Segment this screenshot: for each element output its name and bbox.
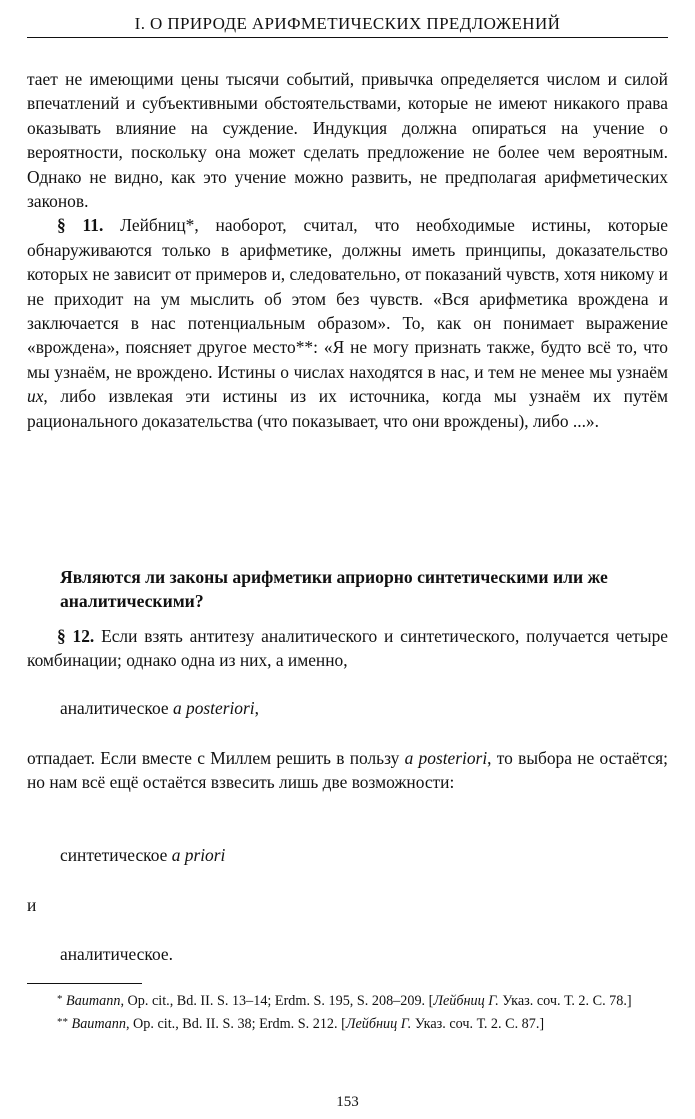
after-text-a: отпадает. Если вместе с Миллем решить в пользу [27, 748, 405, 768]
section-11-emphasis: их [27, 386, 44, 407]
section-11 [27, 213, 668, 433]
footnote-author: Baumann [66, 993, 121, 1009]
after-combination-block [27, 746, 668, 795]
combination-latin: a priori [171, 845, 226, 865]
section-12-number: § 12. [57, 626, 95, 646]
combination-analytic-a-posteriori [60, 698, 259, 719]
footnote-ref: , Op. cit., Bd. II. S. 13–14; Erdm. S. 195, S. 208–209. [ [120, 993, 434, 1009]
section-11-number: § 11. [57, 215, 104, 236]
footnote-ref: , Op. cit., Bd. II. S. 38; Erdm. S. 212. [ [125, 1016, 346, 1032]
footnote-ru-author: Лейбниц Г. [345, 1016, 412, 1032]
after-combination-paragraph [27, 746, 668, 795]
section-11-text-a: Лейбниц*, наоборот, считал, что необходимые истины, которые обнаруживаются только в арифметике, должны иметь принципы, доказательство которых не зависит от примеров и, следовательно, от показаний чувств, хотя никому и не приходит на ум мыслить об этом без чувств. «Вся арифметика врождена и заключается в нас потенциальным образом». То, как он понимает выражение «врождена», поясняет другое место**: «Я не могу признать также, будто всё то, что мы узнаём, не врождено. Истины о числах находятся в нас, и тем не менее мы узнаём [27, 215, 668, 382]
section-12 [27, 624, 668, 673]
section-11-text-b: , либо извлекая эти истины из их источника, когда мы узнаём их путём рационального доказательства (что показывает, что они врождены), либо ...». [27, 386, 668, 431]
combination-punct: , [254, 698, 259, 718]
combination-word: аналитическое [60, 698, 173, 718]
footnote-ru-ref: Указ. соч. Т. 2. С. 87.] [411, 1016, 545, 1032]
section-12-block [27, 624, 668, 673]
section-12-text: Если взять антитезу аналитического и синтетического, получается четыре комбинации; однако одна из них, а именно, [27, 626, 669, 671]
combination-latin: a posteriori [172, 698, 255, 718]
footnote-mark: ** [57, 1016, 68, 1028]
running-head: I. О ПРИРОДЕ АРИФМЕТИЧЕСКИХ ПРЕДЛОЖЕНИЙ [27, 14, 668, 38]
footnote-author: Baumann [71, 1016, 126, 1032]
paragraph-continued: тает не имеющими цены тысячи событий, привычка определяется числом и силой впечатлений и субъективными обстоятельствами, которые не имеют никакого права оказывать влияние на суждение. Индукция должна опираться на учение о вероятности, поскольку она может сделать предложение не более чем вероятным. Однако не видно, как это учение можно развить, не предполагая арифметических законов. [27, 69, 668, 212]
footnote-1 [27, 989, 668, 1012]
combination-synthetic-a-priori [60, 845, 225, 866]
footnote-mark: * [57, 993, 63, 1005]
footnote-ru-author: Лейбниц Г. [433, 993, 499, 1009]
footnotes [27, 989, 668, 1035]
footnote-divider [27, 983, 142, 984]
footnote-ru-ref: Указ. соч. Т. 2. С. 78.] [498, 993, 632, 1009]
main-text [27, 67, 668, 433]
conjunction: и [27, 895, 37, 915]
section-heading: Являются ли законы арифметики априорно синтетическими или же аналитическими? [60, 567, 608, 611]
after-latin: a posteriori [404, 748, 488, 768]
page-number: 153 [336, 1094, 359, 1110]
combination-analytic: аналитическое. [60, 944, 173, 964]
footnote-2 [27, 1012, 668, 1035]
combination-word: синтетическое [60, 845, 172, 865]
after-text-b: , то выбора не остаётся; но нам всё ещё остаётся взвесить лишь две возможности: [27, 748, 668, 793]
